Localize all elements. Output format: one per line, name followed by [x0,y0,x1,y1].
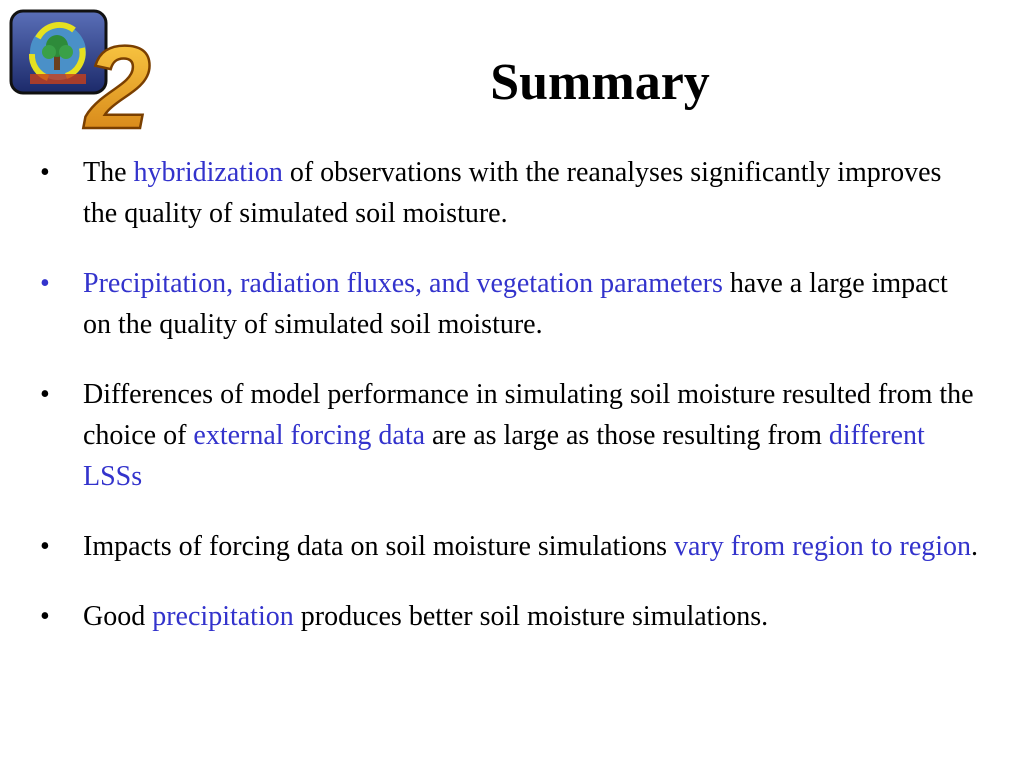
bullet-item [40,596,980,637]
bullet-dot: • [40,157,50,188]
bullet-item [40,374,980,497]
bullet-list [40,152,980,666]
bullet-text: of observations with the reanalyses significantly improves the quality of simulated soil moisture. [83,157,942,229]
bullet-item [40,526,980,567]
slide-title: Summary [490,54,710,111]
bullet-dot: • [40,601,50,632]
highlighted-text: hybridization [133,157,283,188]
bullet-text: The [83,157,134,188]
bullet-text: . [971,531,979,562]
bullet-text: produces better soil moisture simulations. [293,601,769,632]
highlighted-text: external forcing data [193,420,426,451]
bullet-text: are as large as those resulting from [425,420,829,451]
bullet-dot: • [40,268,50,299]
highlighted-text: precipitation [152,601,294,632]
bullet-item [40,152,980,234]
bullet-text: Differences of model performance in simulating soil moisture resulted from the choice of [83,379,974,451]
bullet-text: Good [83,601,153,632]
bullet-dot: • [40,531,50,562]
highlighted-text: Precipitation, radiation fluxes, and vegetation parameters [83,268,723,299]
highlighted-text: different LSSs [83,420,925,492]
logo-digit: 2 [85,22,151,140]
highlighted-text: vary from region to region [674,531,972,562]
bullet-item [40,263,980,345]
globe-tree-logo-icon [8,8,158,140]
bullet-dot: • [40,379,50,410]
bullet-text: Impacts of forcing data on soil moisture simulations [83,531,675,562]
bullet-text: have a large impact on the quality of simulated soil moisture. [83,268,948,340]
